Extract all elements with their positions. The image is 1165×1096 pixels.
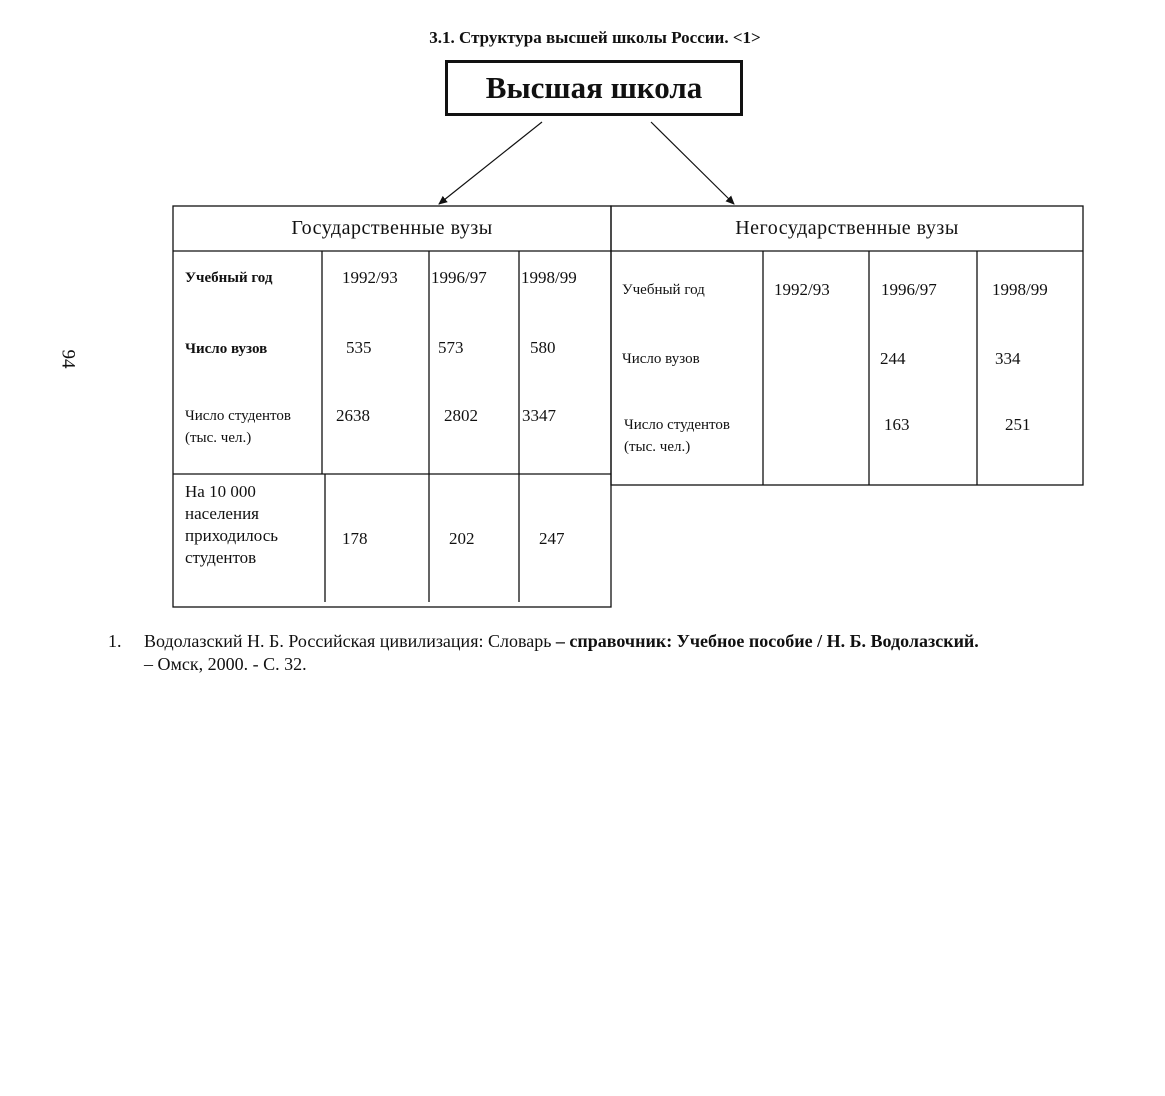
private-students-2: 163 [884,415,910,434]
state-per10k-label-line2: населения [185,504,259,523]
state-students-label-line1: Число студентов [185,408,291,424]
private-count-label: Число вузов [622,351,700,367]
private-year-label: Учебный год [622,282,705,298]
state-count-2: 573 [438,338,464,357]
private-count-2: 244 [880,349,906,368]
state-year-3: 1998/99 [521,268,577,287]
state-per10k-2: 202 [449,529,475,548]
state-students-2: 2802 [444,406,478,425]
private-students-label [624,414,730,458]
section-heading: 3.1. Структура высшей школы России. <1> [429,28,761,47]
state-per10k-label [185,481,278,569]
footnote-text-plain: Водолазский Н. Б. Российская цивилизация: Словарь [144,631,552,651]
arrow-to-state [439,122,542,204]
private-table-title: Негосударственные вузы [735,217,959,239]
state-table-title: Государственные вузы [291,217,493,239]
state-count-1: 535 [346,338,372,357]
state-per10k-label-line4: студентов [185,548,257,567]
footnote-line2: – Омск, 2000. - С. 32. [144,654,307,674]
footnote-number: 1. [108,631,122,651]
state-per10k-3: 247 [539,529,565,548]
state-per10k-label-line3: приходилось [185,526,279,545]
state-students-1: 2638 [336,406,370,425]
state-per10k-1: 178 [342,529,368,548]
private-students-label-line1: Число студентов [624,417,730,433]
state-students-label [185,405,291,449]
private-year-2: 1996/97 [881,280,937,299]
state-per10k-label-line1: На 10 000 [185,482,256,501]
footnote-line1 [144,630,1104,653]
state-students-3: 3347 [522,406,556,425]
footnote-text [144,630,1104,676]
arrow-to-private [651,122,734,204]
private-year-1: 1992/93 [774,280,830,299]
page-number: 94 [57,349,79,369]
private-students-3: 251 [1005,415,1031,434]
private-students-label-line2: (тыс. чел.) [624,439,691,455]
state-count-3: 580 [530,338,556,357]
private-year-3: 1998/99 [992,280,1048,299]
state-year-1: 1992/93 [342,268,398,287]
state-year-2: 1996/97 [431,268,487,287]
state-count-label: Число вузов [185,341,268,357]
private-count-3: 334 [995,349,1021,368]
state-year-label: Учебный год [185,270,273,286]
state-students-label-line2: (тыс. чел.) [185,430,252,446]
top-box-higher-school: Высшая школа [445,60,743,116]
footnote-text-bold: – справочник: Учебное пособие / Н. Б. Водолазский. [551,631,979,651]
